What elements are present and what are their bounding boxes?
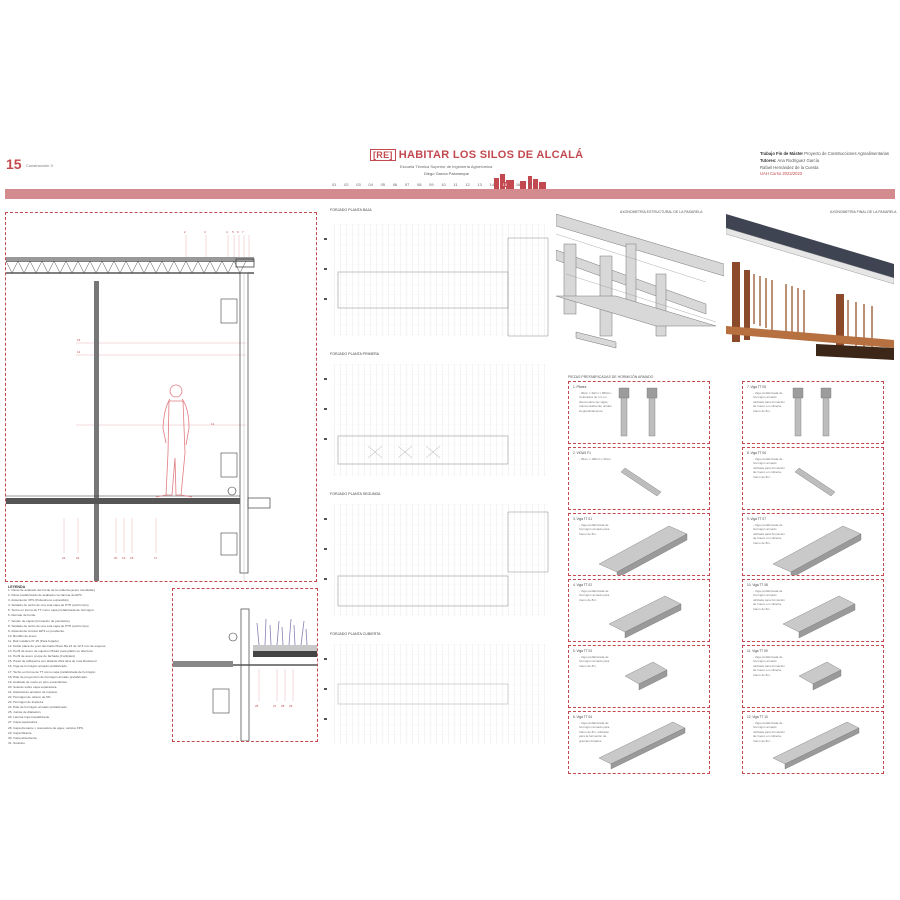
project-info [760, 151, 889, 178]
green-roof-drawing [173, 589, 317, 741]
piece-drawing [743, 382, 883, 443]
piece-description: - Viga prefabricada de hormigón armado para tramo de 8m. [579, 523, 610, 536]
piece-title: 4. Viga TT 02 [573, 583, 592, 587]
legend-item: 20. Soleras sobre capa separadora. [8, 684, 58, 689]
sheet-nav-item[interactable]: 02 [344, 182, 349, 187]
piece-drawing [743, 514, 883, 575]
sheet-navigation [332, 182, 532, 187]
svg-text:23: 23 [62, 556, 66, 560]
sheet-nav-item[interactable]: 10 [441, 182, 446, 187]
legend-item: 27. Capa separadora. [8, 720, 38, 725]
piece-description: - Viga prefabricada de hormigón armado para tramo de 8m. [579, 589, 610, 602]
piece-description: - Viga prefabricada de hormigón armado utilizada para formación de hueco en cubierta, tramo de 8m. [753, 589, 785, 611]
piece-title: 7. Viga TT 05 [747, 385, 766, 389]
piece-title: 6. Viga TT 04 [573, 715, 592, 719]
piece-drawing [743, 712, 883, 773]
legend-item: 11. Rail metálico Pr 45 (Para forjado) [8, 638, 59, 643]
structural-axonometric-drawing [556, 214, 724, 354]
header-band [5, 189, 895, 199]
info-value-1: Proyecto de Construcciones Agroalimentarias [804, 151, 889, 156]
piece-drawing [569, 580, 709, 641]
legend-item: 14. Perfil de acero a tope de fachada (Cortiplast) [8, 654, 75, 659]
svg-text:22: 22 [76, 556, 80, 560]
piece-title: 12. Viga TT 10 [747, 715, 768, 719]
svg-text:6: 6 [237, 230, 239, 234]
legend-title: LEYENDA [8, 585, 26, 589]
human-scale-figure [156, 385, 192, 497]
info-label-2: Tutores: [760, 157, 777, 163]
silo-silhouette-icon [470, 172, 560, 190]
piece-drawing [569, 514, 709, 575]
svg-text:12: 12 [211, 422, 215, 426]
title-text: HABITAR LOS SILOS DE ALCALÁ [398, 149, 584, 161]
course-year: UAH Curso 2022/2023 [760, 171, 803, 177]
precast-piece-card [742, 447, 884, 510]
final-axonometric-drawing [726, 214, 894, 360]
sheet-nav-item[interactable]: 05 [380, 182, 386, 187]
precast-piece-card [568, 381, 710, 444]
legend-item: 19. Acabado de suelo en pino escandinavo. [8, 679, 68, 684]
legend-item: 21. Aislamiento acústico de impacto. [8, 689, 59, 694]
sheet-nav-item[interactable]: 07 [404, 182, 410, 187]
legend-item: 17. Techo en forma de TT como capa prefabricada de hormigón [8, 669, 96, 674]
svg-text:3: 3 [204, 230, 206, 234]
piece-drawing [743, 646, 883, 707]
piece-title: 2. VIGAS F1 [573, 451, 591, 455]
piece-drawing [569, 382, 709, 443]
sheet-nav-item[interactable]: 09 [429, 182, 434, 187]
axo-final-title: AXONOMETRÍA FINAL DE LA PASARELA [830, 210, 897, 214]
precast-piece-card [742, 711, 884, 774]
legend-item: 28. Capa drenante y retenedora de agua, Lámina XPS. [8, 725, 84, 730]
svg-text:19: 19 [122, 556, 126, 560]
project-logo: [RE] [370, 149, 396, 161]
piece-title: 1. Pilares [573, 385, 587, 389]
svg-text:28: 28 [281, 704, 285, 708]
piece-description: - Viga prefabricada de hormigón armado utilizada para formación de hueco en cubierta, tramo de 8m. [753, 523, 785, 545]
legend-item: 12. Doble placa de yeso laminado Placo Ba 13 de 12,5 mm de espesor. [8, 644, 107, 649]
legend-item: 29. Capa filtrante. [8, 730, 33, 735]
legend-item: 2. Panel prefabricado de acabado con lámina de EPS. [8, 593, 83, 598]
legend-item: 3. Aislamiento XPS (Poliestireno expandido) [8, 598, 69, 603]
piece-description: - Viga prefabricada de hormigón armado utilizada para formación de hueco en cubierta, tramo de 8m. [753, 391, 785, 413]
svg-text:5: 5 [232, 230, 234, 234]
svg-text:29: 29 [289, 704, 293, 708]
sheet-nav-item[interactable]: 08 [416, 182, 422, 187]
piece-description: - Viga prefabricada de hormigón armado utilizada para formación de hueco en cubierta, tramo de 8m. [753, 721, 785, 743]
legend-item: 10. Bordillo de acero. [8, 633, 38, 638]
piece-title: 10. Viga TT 08 [747, 583, 768, 587]
sheet-nav-item[interactable]: 06 [392, 182, 398, 187]
info-line-3: Rafael Hernández de la Cuesta [760, 164, 819, 170]
floor-plans-drawing [322, 214, 550, 744]
piece-description: - Viga prefabricada de hormigón armado utilizada para formación de hueco en cubierta, tramo de 8m. [753, 457, 785, 479]
school-name: Escuela Técnica Superior de Ingeniería Agronómica [400, 164, 493, 169]
plan-title-roof: FORJADO PLANTA CUBIERTA [330, 632, 381, 636]
svg-text:13: 13 [77, 350, 81, 354]
legend-item: 31. Sustrato. [8, 740, 26, 745]
precast-piece-card [742, 579, 884, 642]
legend-item: 6. Remate de borde [8, 613, 36, 618]
precast-piece-card [568, 513, 710, 576]
precast-piece-card [568, 447, 710, 510]
legend-item: 23. Hormigón de limpieza. [8, 700, 44, 705]
piece-description: - 30cm x 30cm x 950cm - Colocados de 1m en altura sobre las vigas, transversalmente unidos longitudinalmente. [579, 391, 613, 413]
sheet-nav-item[interactable]: 11 [453, 182, 458, 187]
piece-drawing [743, 448, 883, 509]
info-value-2: Ana Rodríguez García [777, 157, 820, 163]
svg-text:17: 17 [154, 556, 158, 560]
legend-item: 8. Soldado de techo de una sola capa de PTH (ancho tipo) [8, 623, 89, 628]
piece-title: 9. Viga TT 07 [747, 517, 766, 521]
plan-title-first: FORJADO PLANTA PRIMERA [330, 352, 380, 356]
svg-text:25: 25 [255, 704, 259, 708]
author-name: Diego García Palomeque [424, 171, 469, 176]
legend-item: 24. Pilar de hormigón armado prefabricado. [8, 705, 68, 710]
pieces-title: PIEZAS PREFABRICADAS DE HORMIGÓN ARMADO [568, 375, 654, 379]
legend-item: 7. Sostén de capas (formación de pendiente) [8, 618, 70, 623]
piece-drawing [569, 712, 709, 773]
piece-drawing [569, 448, 709, 509]
svg-text:27: 27 [273, 704, 277, 708]
legend-item: 5. Techo en forma de TT como capa prefabricada de hormigón. [8, 608, 95, 613]
piece-description: - Viga prefabricada de hormigón armado para tramo de 8m, utilizada para la formación de grandes forjados. [579, 721, 610, 743]
piece-title: 11. Viga TT 09 [747, 649, 768, 653]
sheet-number: 15 [6, 156, 22, 172]
project-title [370, 149, 583, 161]
sheet-nav-item[interactable]: 16 [515, 182, 521, 187]
sheet-nav-item[interactable]: 13 [477, 182, 482, 187]
precast-piece-card [742, 381, 884, 444]
legend-item: 22. Hormigón de relleno de 5%. [8, 694, 52, 699]
legend-item: 18. Pilar de proyección de hormigón armado prefabricado. [8, 674, 88, 679]
legend-item: 16. Viga de hormigón armado prefabricado. [8, 664, 68, 669]
section-detail-frame [5, 212, 317, 582]
legend-item: 4. Soldado de techo de una sola capa de PTH (ancho tipo) [8, 603, 89, 608]
svg-text:20: 20 [114, 556, 118, 560]
sheet-nav-item[interactable]: 12 [465, 182, 470, 187]
legend-item: 26. Lámina impermeabilizante. [8, 715, 51, 720]
sheet-nav-item[interactable]: 14 [489, 182, 494, 187]
piece-title: 5. Viga TT 03 [573, 649, 592, 653]
piece-drawing [743, 580, 883, 641]
precast-piece-card [568, 579, 710, 642]
green-roof-detail-frame [172, 588, 318, 742]
piece-description: - Viga prefabricada de hormigón armado para tramo de 8m. [579, 655, 610, 668]
sheet-nav-item[interactable]: 17 [527, 182, 533, 187]
sheet-nav-item[interactable]: 01 [332, 182, 337, 187]
svg-text:2: 2 [184, 230, 186, 234]
svg-text:4: 4 [226, 230, 228, 234]
svg-text:18: 18 [130, 556, 134, 560]
svg-text:7: 7 [242, 230, 244, 234]
legend-item: 13. Perfil de acero de sujeción Pladur para plafón en abertura [8, 649, 93, 654]
piece-description: - Viga prefabricada de hormigón armado utilizada para formación de hueco en cubierta, tramo de 8m. [753, 655, 785, 677]
piece-title: 3. Viga TT 01 [573, 517, 592, 521]
legend-list [8, 588, 166, 746]
sheet-nav-item[interactable]: 15 [502, 182, 508, 187]
plan-title-second: FORJADO PLANTA SEGUNDA [330, 492, 381, 496]
piece-drawing [569, 646, 709, 707]
precast-piece-card [742, 513, 884, 576]
legend-item: 25. Juntas de dilatación. [8, 710, 42, 715]
legend-item: 15. Panel de tabiquería con aislante fibra lana de roca Rockwool [8, 659, 97, 664]
axo-structural-title: AXONOMETRÍA ESTRUCTURAL DE LA PASARELA [620, 210, 703, 214]
info-label-1: Trabajo Fin de Máster [760, 151, 804, 156]
construction-section-drawing [6, 213, 316, 581]
sheet-subtitle: Construcción 3 [26, 163, 53, 168]
plan-title-ground: FORJADO PLANTA BAJA [330, 208, 372, 212]
legend-item: 9. Aislamiento térmico EPS en pendiente. [8, 628, 65, 633]
sheet-nav-item[interactable]: 03 [356, 182, 361, 187]
piece-title: 8. Viga TT 06 [747, 451, 766, 455]
precast-piece-card [568, 711, 710, 774]
sheet-nav-item[interactable]: 04 [368, 182, 373, 187]
precast-piece-card [568, 645, 710, 708]
legend-item: 1. Panel de acabado del borde de la cubierta (acero inoxidable) [8, 588, 96, 592]
svg-text:15: 15 [77, 338, 81, 342]
piece-description: - 30cm x 180cm x 30cm [579, 457, 611, 461]
legend-item: 30. Capa absorbente. [8, 735, 38, 740]
precast-piece-card [742, 645, 884, 708]
